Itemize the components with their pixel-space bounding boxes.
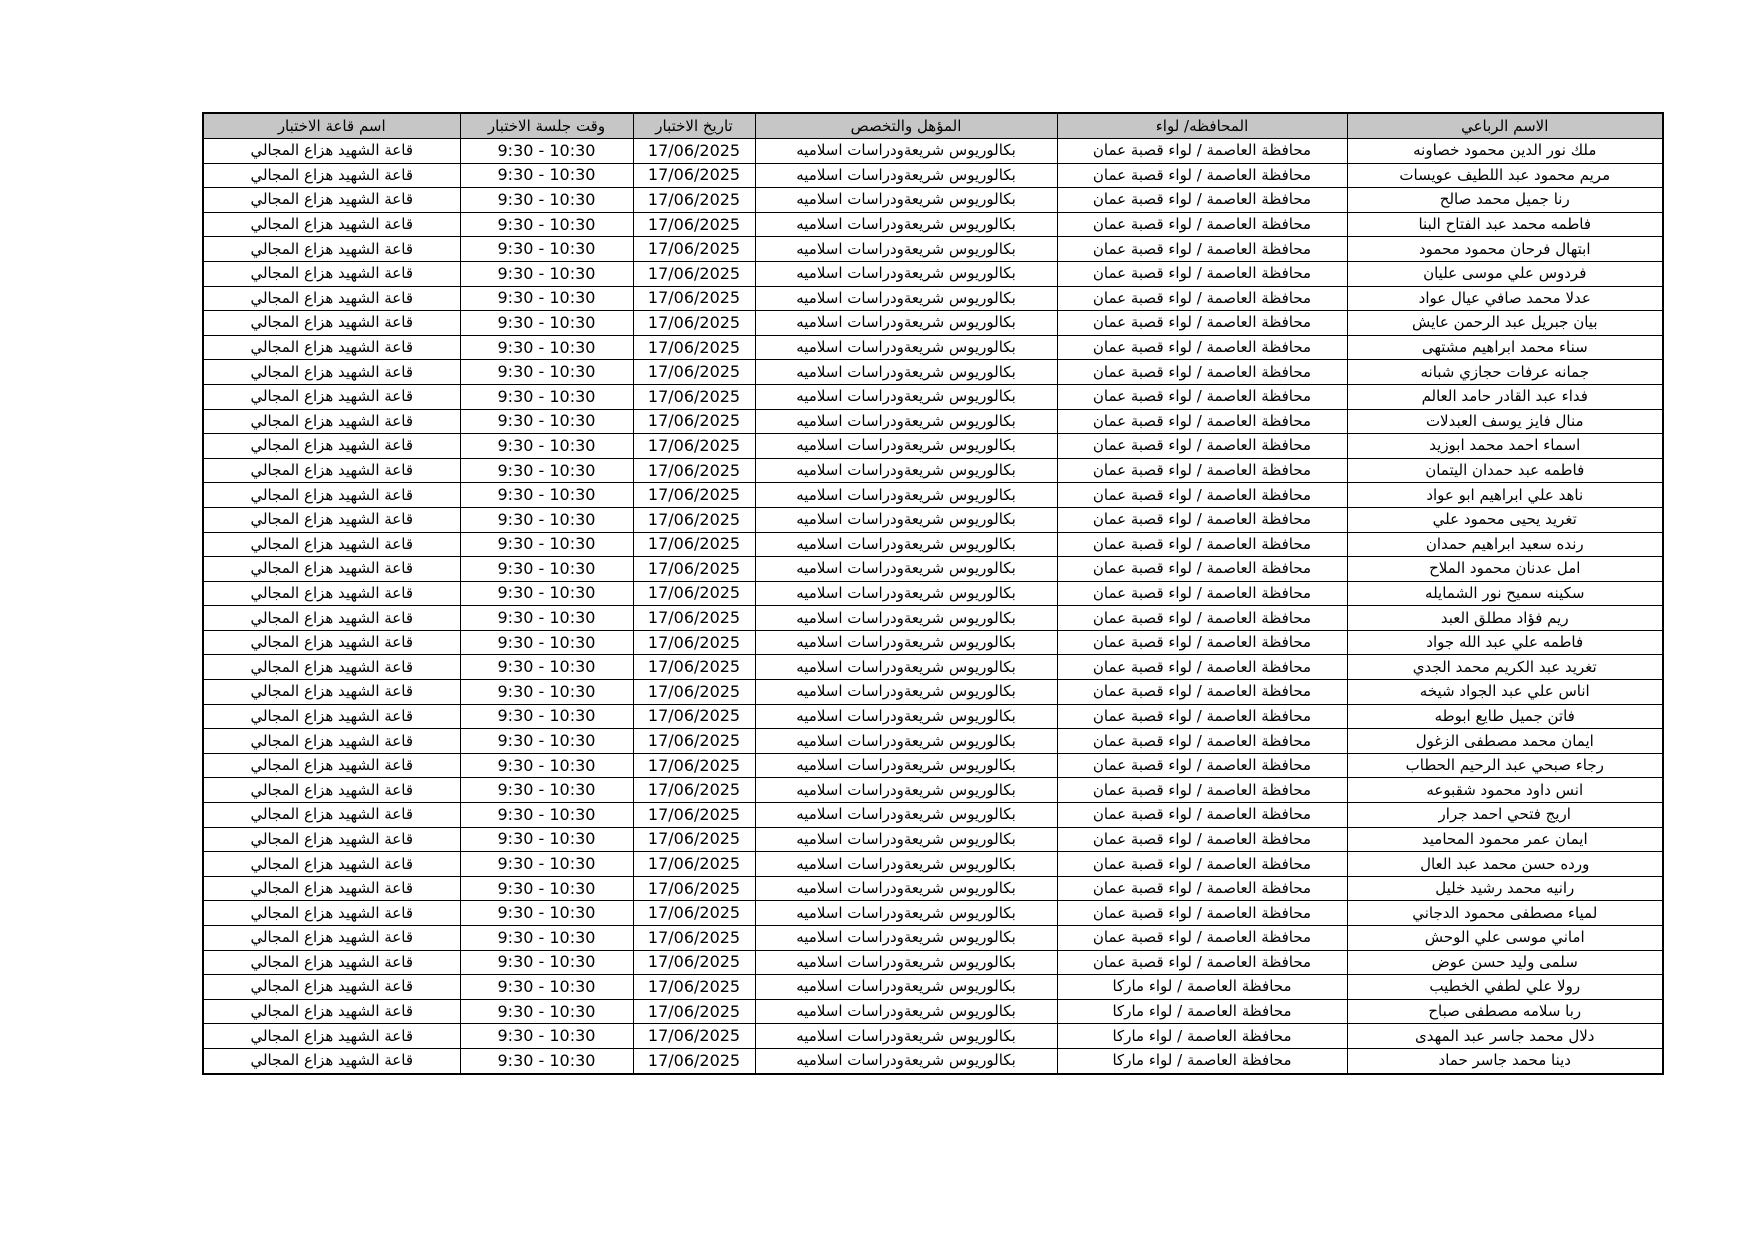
cell-governorate: محافظة العاصمة / لواء قصبة عمان xyxy=(1057,803,1347,828)
cell-full-name: انس داود محمود شقبوعه xyxy=(1347,778,1663,803)
cell-full-name: ريم فؤاد مطلق العبد xyxy=(1347,606,1663,631)
cell-exam-hall: قاعة الشهيد هزاع المجالي xyxy=(203,1048,460,1073)
cell-full-name: فداء عبد القادر حامد العالم xyxy=(1347,384,1663,409)
cell-full-name: فاتن جميل طايع ابوطه xyxy=(1347,704,1663,729)
header-exam-time: وقت جلسة الاختبار xyxy=(460,113,633,139)
cell-full-name: رجاء صبحي عبد الرحيم الحطاب xyxy=(1347,753,1663,778)
cell-governorate: محافظة العاصمة / لواء قصبة عمان xyxy=(1057,434,1347,459)
cell-governorate: محافظة العاصمة / لواء ماركا xyxy=(1057,975,1347,1000)
table-row xyxy=(203,704,1663,729)
cell-qualification: بكالوريوس شريعةودراسات اسلاميه xyxy=(755,975,1057,1000)
cell-exam-time: 9:30 - 10:30 xyxy=(460,286,633,311)
table-row xyxy=(203,557,1663,582)
table-row xyxy=(203,655,1663,680)
cell-exam-time: 9:30 - 10:30 xyxy=(460,311,633,336)
cell-governorate: محافظة العاصمة / لواء قصبة عمان xyxy=(1057,483,1347,508)
table-row xyxy=(203,827,1663,852)
cell-governorate: محافظة العاصمة / لواء قصبة عمان xyxy=(1057,876,1347,901)
cell-exam-date: 17/06/2025 xyxy=(633,507,755,532)
cell-exam-hall: قاعة الشهيد هزاع المجالي xyxy=(203,950,460,975)
cell-full-name: ملك نور الدين محمود خصاونه xyxy=(1347,139,1663,164)
cell-exam-hall: قاعة الشهيد هزاع المجالي xyxy=(203,606,460,631)
cell-exam-time: 9:30 - 10:30 xyxy=(460,384,633,409)
cell-exam-hall: قاعة الشهيد هزاع المجالي xyxy=(203,581,460,606)
table-row xyxy=(203,753,1663,778)
cell-exam-date: 17/06/2025 xyxy=(633,286,755,311)
cell-exam-time: 9:30 - 10:30 xyxy=(460,704,633,729)
cell-exam-hall: قاعة الشهيد هزاع المجالي xyxy=(203,876,460,901)
cell-exam-hall: قاعة الشهيد هزاع المجالي xyxy=(203,729,460,754)
cell-qualification: بكالوريوس شريعةودراسات اسلاميه xyxy=(755,458,1057,483)
table-row xyxy=(203,581,1663,606)
cell-exam-time: 9:30 - 10:30 xyxy=(460,680,633,705)
cell-exam-hall: قاعة الشهيد هزاع المجالي xyxy=(203,630,460,655)
cell-exam-date: 17/06/2025 xyxy=(633,212,755,237)
table-row xyxy=(203,311,1663,336)
cell-exam-hall: قاعة الشهيد هزاع المجالي xyxy=(203,532,460,557)
cell-full-name: لمياء مصطفى محمود الدجاني xyxy=(1347,901,1663,926)
cell-exam-hall: قاعة الشهيد هزاع المجالي xyxy=(203,360,460,385)
cell-qualification: بكالوريوس شريعةودراسات اسلاميه xyxy=(755,311,1057,336)
cell-qualification: بكالوريوس شريعةودراسات اسلاميه xyxy=(755,384,1057,409)
cell-exam-hall: قاعة الشهيد هزاع المجالي xyxy=(203,680,460,705)
cell-exam-time: 9:30 - 10:30 xyxy=(460,655,633,680)
cell-exam-date: 17/06/2025 xyxy=(633,384,755,409)
cell-governorate: محافظة العاصمة / لواء قصبة عمان xyxy=(1057,630,1347,655)
cell-exam-time: 9:30 - 10:30 xyxy=(460,409,633,434)
cell-governorate: محافظة العاصمة / لواء قصبة عمان xyxy=(1057,950,1347,975)
cell-exam-date: 17/06/2025 xyxy=(633,999,755,1024)
table-row xyxy=(203,188,1663,213)
cell-qualification: بكالوريوس شريعةودراسات اسلاميه xyxy=(755,507,1057,532)
cell-qualification: بكالوريوس شريعةودراسات اسلاميه xyxy=(755,729,1057,754)
cell-full-name: رنده سعيد ابراهيم حمدان xyxy=(1347,532,1663,557)
cell-exam-time: 9:30 - 10:30 xyxy=(460,778,633,803)
cell-exam-date: 17/06/2025 xyxy=(633,950,755,975)
cell-exam-time: 9:30 - 10:30 xyxy=(460,532,633,557)
cell-exam-time: 9:30 - 10:30 xyxy=(460,335,633,360)
cell-exam-date: 17/06/2025 xyxy=(633,630,755,655)
cell-governorate: محافظة العاصمة / لواء قصبة عمان xyxy=(1057,409,1347,434)
table-row xyxy=(203,950,1663,975)
header-qualification: المؤهل والتخصص xyxy=(755,113,1057,139)
cell-exam-date: 17/06/2025 xyxy=(633,704,755,729)
cell-exam-time: 9:30 - 10:30 xyxy=(460,630,633,655)
table-header xyxy=(203,113,1663,139)
header-row xyxy=(203,113,1663,139)
cell-full-name: دلال محمد جاسر عبد المهدى xyxy=(1347,1024,1663,1049)
table-row xyxy=(203,630,1663,655)
cell-exam-date: 17/06/2025 xyxy=(633,139,755,164)
cell-full-name: فاطمه عبد حمدان اليتمان xyxy=(1347,458,1663,483)
cell-qualification: بكالوريوس شريعةودراسات اسلاميه xyxy=(755,876,1057,901)
table-row xyxy=(203,999,1663,1024)
cell-full-name: سكينه سميح نور الشمايله xyxy=(1347,581,1663,606)
cell-qualification: بكالوريوس شريعةودراسات اسلاميه xyxy=(755,581,1057,606)
cell-exam-date: 17/06/2025 xyxy=(633,778,755,803)
cell-full-name: ايمان محمد مصطفى الزغول xyxy=(1347,729,1663,754)
cell-exam-hall: قاعة الشهيد هزاع المجالي xyxy=(203,237,460,262)
cell-governorate: محافظة العاصمة / لواء قصبة عمان xyxy=(1057,163,1347,188)
cell-exam-hall: قاعة الشهيد هزاع المجالي xyxy=(203,261,460,286)
cell-exam-hall: قاعة الشهيد هزاع المجالي xyxy=(203,778,460,803)
cell-full-name: منال فايز يوسف العبدلات xyxy=(1347,409,1663,434)
cell-exam-time: 9:30 - 10:30 xyxy=(460,261,633,286)
cell-exam-date: 17/06/2025 xyxy=(633,1048,755,1073)
cell-qualification: بكالوريوس شريعةودراسات اسلاميه xyxy=(755,434,1057,459)
table-row xyxy=(203,212,1663,237)
cell-exam-time: 9:30 - 10:30 xyxy=(460,581,633,606)
cell-full-name: ورده حسن محمد عبد العال xyxy=(1347,852,1663,877)
header-full-name: الاسم الرباعي xyxy=(1347,113,1663,139)
cell-full-name: فاطمه محمد عبد الفتاح البنا xyxy=(1347,212,1663,237)
table-row xyxy=(203,803,1663,828)
cell-full-name: سلمى وليد حسن عوض xyxy=(1347,950,1663,975)
cell-full-name: رنا جميل محمد صالح xyxy=(1347,188,1663,213)
cell-exam-time: 9:30 - 10:30 xyxy=(460,458,633,483)
cell-exam-date: 17/06/2025 xyxy=(633,335,755,360)
cell-exam-time: 9:30 - 10:30 xyxy=(460,729,633,754)
cell-exam-date: 17/06/2025 xyxy=(633,188,755,213)
cell-full-name: بيان جبريل عبد الرحمن عايش xyxy=(1347,311,1663,336)
cell-exam-time: 9:30 - 10:30 xyxy=(460,139,633,164)
cell-exam-time: 9:30 - 10:30 xyxy=(460,950,633,975)
cell-governorate: محافظة العاصمة / لواء قصبة عمان xyxy=(1057,360,1347,385)
cell-full-name: مريم محمود عبد اللطيف عويسات xyxy=(1347,163,1663,188)
table-row xyxy=(203,139,1663,164)
table-row xyxy=(203,778,1663,803)
cell-qualification: بكالوريوس شريعةودراسات اسلاميه xyxy=(755,261,1057,286)
cell-exam-hall: قاعة الشهيد هزاع المجالي xyxy=(203,827,460,852)
cell-exam-hall: قاعة الشهيد هزاع المجالي xyxy=(203,188,460,213)
cell-qualification: بكالوريوس شريعةودراسات اسلاميه xyxy=(755,212,1057,237)
cell-exam-date: 17/06/2025 xyxy=(633,680,755,705)
table-row xyxy=(203,335,1663,360)
cell-exam-date: 17/06/2025 xyxy=(633,852,755,877)
cell-exam-time: 9:30 - 10:30 xyxy=(460,237,633,262)
cell-exam-time: 9:30 - 10:30 xyxy=(460,827,633,852)
cell-qualification: بكالوريوس شريعةودراسات اسلاميه xyxy=(755,483,1057,508)
cell-governorate: محافظة العاصمة / لواء قصبة عمان xyxy=(1057,778,1347,803)
cell-exam-hall: قاعة الشهيد هزاع المجالي xyxy=(203,704,460,729)
cell-governorate: محافظة العاصمة / لواء قصبة عمان xyxy=(1057,704,1347,729)
cell-governorate: محافظة العاصمة / لواء قصبة عمان xyxy=(1057,753,1347,778)
cell-full-name: دينا محمد جاسر حماد xyxy=(1347,1048,1663,1073)
table-row xyxy=(203,680,1663,705)
cell-exam-hall: قاعة الشهيد هزاع المجالي xyxy=(203,286,460,311)
cell-full-name: امل عدنان محمود الملاح xyxy=(1347,557,1663,582)
table-row xyxy=(203,237,1663,262)
cell-exam-time: 9:30 - 10:30 xyxy=(460,188,633,213)
cell-qualification: بكالوريوس شريعةودراسات اسلاميه xyxy=(755,803,1057,828)
cell-governorate: محافظة العاصمة / لواء قصبة عمان xyxy=(1057,261,1347,286)
cell-qualification: بكالوريوس شريعةودراسات اسلاميه xyxy=(755,139,1057,164)
cell-governorate: محافظة العاصمة / لواء قصبة عمان xyxy=(1057,212,1347,237)
cell-exam-time: 9:30 - 10:30 xyxy=(460,852,633,877)
cell-governorate: محافظة العاصمة / لواء قصبة عمان xyxy=(1057,188,1347,213)
cell-exam-hall: قاعة الشهيد هزاع المجالي xyxy=(203,212,460,237)
cell-qualification: بكالوريوس شريعةودراسات اسلاميه xyxy=(755,360,1057,385)
cell-exam-time: 9:30 - 10:30 xyxy=(460,163,633,188)
cell-full-name: اناس علي عبد الجواد شيخه xyxy=(1347,680,1663,705)
cell-full-name: تغريد يحيى محمود علي xyxy=(1347,507,1663,532)
cell-exam-hall: قاعة الشهيد هزاع المجالي xyxy=(203,139,460,164)
cell-governorate: محافظة العاصمة / لواء قصبة عمان xyxy=(1057,139,1347,164)
cell-full-name: ربا سلامه مصطفى صباح xyxy=(1347,999,1663,1024)
cell-exam-time: 9:30 - 10:30 xyxy=(460,606,633,631)
cell-governorate: محافظة العاصمة / لواء قصبة عمان xyxy=(1057,458,1347,483)
cell-exam-time: 9:30 - 10:30 xyxy=(460,483,633,508)
cell-exam-hall: قاعة الشهيد هزاع المجالي xyxy=(203,409,460,434)
cell-qualification: بكالوريوس شريعةودراسات اسلاميه xyxy=(755,1048,1057,1073)
table-row xyxy=(203,360,1663,385)
cell-exam-time: 9:30 - 10:30 xyxy=(460,1048,633,1073)
cell-exam-time: 9:30 - 10:30 xyxy=(460,507,633,532)
cell-exam-hall: قاعة الشهيد هزاع المجالي xyxy=(203,1024,460,1049)
cell-exam-date: 17/06/2025 xyxy=(633,876,755,901)
cell-full-name: جمانه عرفات حجازي شبانه xyxy=(1347,360,1663,385)
cell-exam-date: 17/06/2025 xyxy=(633,163,755,188)
cell-governorate: محافظة العاصمة / لواء قصبة عمان xyxy=(1057,901,1347,926)
cell-exam-date: 17/06/2025 xyxy=(633,975,755,1000)
cell-exam-date: 17/06/2025 xyxy=(633,827,755,852)
cell-governorate: محافظة العاصمة / لواء قصبة عمان xyxy=(1057,827,1347,852)
cell-qualification: بكالوريوس شريعةودراسات اسلاميه xyxy=(755,409,1057,434)
cell-qualification: بكالوريوس شريعةودراسات اسلاميه xyxy=(755,606,1057,631)
cell-qualification: بكالوريوس شريعةودراسات اسلاميه xyxy=(755,286,1057,311)
table-row xyxy=(203,975,1663,1000)
cell-governorate: محافظة العاصمة / لواء ماركا xyxy=(1057,1048,1347,1073)
cell-exam-time: 9:30 - 10:30 xyxy=(460,926,633,951)
cell-exam-time: 9:30 - 10:30 xyxy=(460,901,633,926)
cell-qualification: بكالوريوس شريعةودراسات اسلاميه xyxy=(755,335,1057,360)
cell-qualification: بكالوريوس شريعةودراسات اسلاميه xyxy=(755,163,1057,188)
cell-qualification: بكالوريوس شريعةودراسات اسلاميه xyxy=(755,926,1057,951)
table-row xyxy=(203,1024,1663,1049)
table-row xyxy=(203,606,1663,631)
cell-exam-time: 9:30 - 10:30 xyxy=(460,557,633,582)
cell-governorate: محافظة العاصمة / لواء قصبة عمان xyxy=(1057,557,1347,582)
cell-exam-date: 17/06/2025 xyxy=(633,655,755,680)
cell-qualification: بكالوريوس شريعةودراسات اسلاميه xyxy=(755,901,1057,926)
cell-exam-hall: قاعة الشهيد هزاع المجالي xyxy=(203,999,460,1024)
table-row xyxy=(203,926,1663,951)
table-row xyxy=(203,729,1663,754)
cell-exam-time: 9:30 - 10:30 xyxy=(460,434,633,459)
cell-exam-time: 9:30 - 10:30 xyxy=(460,212,633,237)
cell-exam-time: 9:30 - 10:30 xyxy=(460,1024,633,1049)
cell-exam-date: 17/06/2025 xyxy=(633,581,755,606)
cell-qualification: بكالوريوس شريعةودراسات اسلاميه xyxy=(755,557,1057,582)
cell-exam-date: 17/06/2025 xyxy=(633,458,755,483)
cell-exam-hall: قاعة الشهيد هزاع المجالي xyxy=(203,483,460,508)
table-row xyxy=(203,409,1663,434)
cell-exam-date: 17/06/2025 xyxy=(633,360,755,385)
cell-exam-hall: قاعة الشهيد هزاع المجالي xyxy=(203,926,460,951)
cell-qualification: بكالوريوس شريعةودراسات اسلاميه xyxy=(755,188,1057,213)
cell-governorate: محافظة العاصمة / لواء قصبة عمان xyxy=(1057,729,1347,754)
cell-exam-date: 17/06/2025 xyxy=(633,803,755,828)
cell-full-name: اماني موسى علي الوحش xyxy=(1347,926,1663,951)
table-row xyxy=(203,901,1663,926)
cell-exam-date: 17/06/2025 xyxy=(633,1024,755,1049)
cell-exam-date: 17/06/2025 xyxy=(633,557,755,582)
cell-full-name: ايمان عمر محمود المحاميد xyxy=(1347,827,1663,852)
cell-governorate: محافظة العاصمة / لواء قصبة عمان xyxy=(1057,680,1347,705)
table-row xyxy=(203,507,1663,532)
cell-exam-hall: قاعة الشهيد هزاع المجالي xyxy=(203,384,460,409)
cell-governorate: محافظة العاصمة / لواء ماركا xyxy=(1057,999,1347,1024)
cell-qualification: بكالوريوس شريعةودراسات اسلاميه xyxy=(755,778,1057,803)
cell-qualification: بكالوريوس شريعةودراسات اسلاميه xyxy=(755,237,1057,262)
cell-exam-hall: قاعة الشهيد هزاع المجالي xyxy=(203,975,460,1000)
cell-exam-hall: قاعة الشهيد هزاع المجالي xyxy=(203,852,460,877)
cell-full-name: رانيه محمد رشيد خليل xyxy=(1347,876,1663,901)
cell-exam-time: 9:30 - 10:30 xyxy=(460,360,633,385)
cell-exam-time: 9:30 - 10:30 xyxy=(460,803,633,828)
cell-qualification: بكالوريوس شريعةودراسات اسلاميه xyxy=(755,999,1057,1024)
cell-qualification: بكالوريوس شريعةودراسات اسلاميه xyxy=(755,827,1057,852)
cell-exam-hall: قاعة الشهيد هزاع المجالي xyxy=(203,458,460,483)
cell-exam-hall: قاعة الشهيد هزاع المجالي xyxy=(203,434,460,459)
cell-full-name: عدلا محمد صافي عيال عواد xyxy=(1347,286,1663,311)
table-body xyxy=(203,139,1663,1074)
cell-qualification: بكالوريوس شريعةودراسات اسلاميه xyxy=(755,950,1057,975)
cell-qualification: بكالوريوس شريعةودراسات اسلاميه xyxy=(755,655,1057,680)
cell-governorate: محافظة العاصمة / لواء قصبة عمان xyxy=(1057,532,1347,557)
header-exam-date: تاريخ الاختبار xyxy=(633,113,755,139)
cell-governorate: محافظة العاصمة / لواء قصبة عمان xyxy=(1057,606,1347,631)
cell-exam-date: 17/06/2025 xyxy=(633,483,755,508)
cell-qualification: بكالوريوس شريعةودراسات اسلاميه xyxy=(755,704,1057,729)
cell-exam-date: 17/06/2025 xyxy=(633,532,755,557)
cell-governorate: محافظة العاصمة / لواء قصبة عمان xyxy=(1057,507,1347,532)
cell-full-name: تغريد عبد الكريم محمد الجدي xyxy=(1347,655,1663,680)
cell-exam-date: 17/06/2025 xyxy=(633,926,755,951)
cell-governorate: محافظة العاصمة / لواء قصبة عمان xyxy=(1057,926,1347,951)
cell-full-name: ناهد علي ابراهيم ابو عواد xyxy=(1347,483,1663,508)
cell-exam-hall: قاعة الشهيد هزاع المجالي xyxy=(203,655,460,680)
cell-exam-date: 17/06/2025 xyxy=(633,409,755,434)
cell-exam-hall: قاعة الشهيد هزاع المجالي xyxy=(203,753,460,778)
table-row xyxy=(203,876,1663,901)
table-row xyxy=(203,261,1663,286)
cell-governorate: محافظة العاصمة / لواء قصبة عمان xyxy=(1057,384,1347,409)
cell-full-name: رولا علي لطفي الخطيب xyxy=(1347,975,1663,1000)
table-row xyxy=(203,458,1663,483)
cell-exam-time: 9:30 - 10:30 xyxy=(460,753,633,778)
cell-governorate: محافظة العاصمة / لواء قصبة عمان xyxy=(1057,852,1347,877)
cell-exam-hall: قاعة الشهيد هزاع المجالي xyxy=(203,901,460,926)
cell-exam-hall: قاعة الشهيد هزاع المجالي xyxy=(203,803,460,828)
table-row xyxy=(203,532,1663,557)
cell-qualification: بكالوريوس شريعةودراسات اسلاميه xyxy=(755,680,1057,705)
cell-governorate: محافظة العاصمة / لواء قصبة عمان xyxy=(1057,237,1347,262)
cell-qualification: بكالوريوس شريعةودراسات اسلاميه xyxy=(755,753,1057,778)
cell-full-name: اسماء احمد محمد ابوزيد xyxy=(1347,434,1663,459)
cell-exam-hall: قاعة الشهيد هزاع المجالي xyxy=(203,507,460,532)
cell-exam-date: 17/06/2025 xyxy=(633,261,755,286)
cell-exam-date: 17/06/2025 xyxy=(633,729,755,754)
exam-schedule-table xyxy=(202,112,1664,1075)
table-row xyxy=(203,1048,1663,1073)
cell-exam-hall: قاعة الشهيد هزاع المجالي xyxy=(203,335,460,360)
cell-full-name: ابتهال فرحان محمود محمود xyxy=(1347,237,1663,262)
table-row xyxy=(203,852,1663,877)
cell-exam-date: 17/06/2025 xyxy=(633,237,755,262)
cell-exam-date: 17/06/2025 xyxy=(633,434,755,459)
header-exam-hall: اسم قاعة الاختبار xyxy=(203,113,460,139)
cell-full-name: فاطمه علي عبد الله جواد xyxy=(1347,630,1663,655)
cell-governorate: محافظة العاصمة / لواء قصبة عمان xyxy=(1057,311,1347,336)
cell-governorate: محافظة العاصمة / لواء قصبة عمان xyxy=(1057,286,1347,311)
cell-qualification: بكالوريوس شريعةودراسات اسلاميه xyxy=(755,852,1057,877)
cell-qualification: بكالوريوس شريعةودراسات اسلاميه xyxy=(755,532,1057,557)
cell-governorate: محافظة العاصمة / لواء قصبة عمان xyxy=(1057,581,1347,606)
table-row xyxy=(203,163,1663,188)
cell-governorate: محافظة العاصمة / لواء قصبة عمان xyxy=(1057,655,1347,680)
table-row xyxy=(203,483,1663,508)
cell-exam-date: 17/06/2025 xyxy=(633,311,755,336)
header-governorate: المحافظه/ لواء xyxy=(1057,113,1347,139)
cell-full-name: فردوس علي موسى عليان xyxy=(1347,261,1663,286)
cell-qualification: بكالوريوس شريعةودراسات اسلاميه xyxy=(755,630,1057,655)
cell-exam-time: 9:30 - 10:30 xyxy=(460,876,633,901)
cell-exam-hall: قاعة الشهيد هزاع المجالي xyxy=(203,311,460,336)
cell-exam-time: 9:30 - 10:30 xyxy=(460,999,633,1024)
cell-exam-hall: قاعة الشهيد هزاع المجالي xyxy=(203,557,460,582)
cell-full-name: سناء محمد ابراهيم مشتهى xyxy=(1347,335,1663,360)
cell-exam-hall: قاعة الشهيد هزاع المجالي xyxy=(203,163,460,188)
table-row xyxy=(203,434,1663,459)
cell-exam-date: 17/06/2025 xyxy=(633,606,755,631)
cell-exam-time: 9:30 - 10:30 xyxy=(460,975,633,1000)
table-row xyxy=(203,286,1663,311)
cell-governorate: محافظة العاصمة / لواء ماركا xyxy=(1057,1024,1347,1049)
cell-exam-date: 17/06/2025 xyxy=(633,753,755,778)
cell-governorate: محافظة العاصمة / لواء قصبة عمان xyxy=(1057,335,1347,360)
cell-qualification: بكالوريوس شريعةودراسات اسلاميه xyxy=(755,1024,1057,1049)
cell-full-name: اريج فتحي احمد جرار xyxy=(1347,803,1663,828)
cell-exam-date: 17/06/2025 xyxy=(633,901,755,926)
table-row xyxy=(203,384,1663,409)
